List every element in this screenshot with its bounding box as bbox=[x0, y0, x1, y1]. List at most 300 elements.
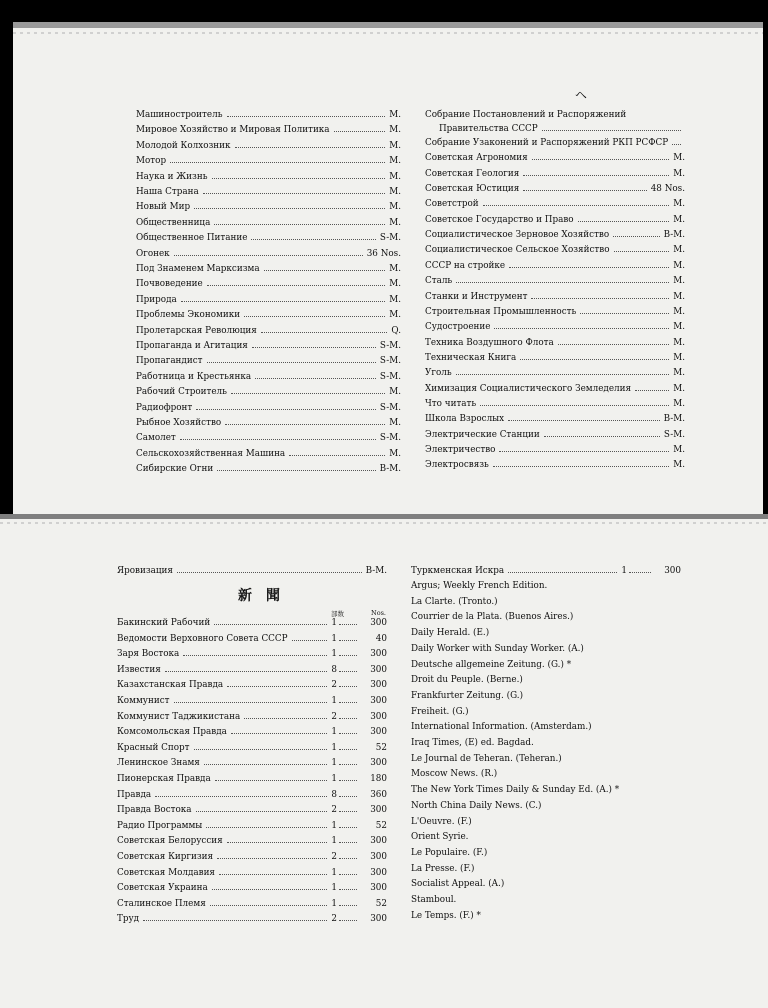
item-title: Courrier de la Plata. (Buenos Aires.) bbox=[411, 612, 574, 623]
list-item bbox=[117, 677, 387, 691]
item-code: B-M. bbox=[365, 566, 387, 576]
item-title: Советская Белоруссия bbox=[117, 836, 223, 847]
list-item bbox=[425, 227, 685, 241]
leader-dots bbox=[180, 430, 376, 440]
item-copies: 2 bbox=[331, 680, 337, 691]
item-code: M. bbox=[389, 156, 401, 167]
list-item bbox=[411, 595, 681, 609]
list-item bbox=[411, 705, 681, 719]
leader-dots bbox=[231, 384, 385, 394]
item-title: Мотор bbox=[136, 156, 167, 167]
item-title: Работница и Крестьянка bbox=[136, 371, 252, 382]
item-title: Красный Спорт bbox=[117, 742, 190, 753]
leader-dots bbox=[174, 246, 363, 256]
item-nos: 180 bbox=[370, 774, 387, 784]
item-title: Заря Востока bbox=[117, 649, 180, 660]
list-item bbox=[411, 610, 681, 624]
item-copies: 1 bbox=[331, 758, 337, 769]
leader-dots bbox=[155, 787, 327, 797]
item-title: Общественница bbox=[136, 217, 211, 228]
list-item bbox=[425, 457, 685, 471]
item-code: M. bbox=[673, 168, 685, 179]
item-title: La Clarte. (Tronto.) bbox=[411, 596, 498, 607]
list-item bbox=[411, 830, 681, 844]
list-item bbox=[117, 615, 387, 629]
list-item bbox=[411, 563, 681, 577]
list-item bbox=[425, 196, 685, 210]
leader-dots bbox=[235, 138, 386, 148]
list-item bbox=[136, 215, 401, 229]
item-title: Социалистическое Сельское Хозяйство bbox=[425, 245, 610, 256]
item-copies: 2 bbox=[331, 711, 337, 722]
list-item bbox=[117, 771, 387, 785]
leader-dots bbox=[339, 911, 357, 921]
item-title: Droit du Peuple. (Berne.) bbox=[411, 675, 523, 686]
item-code: M. bbox=[673, 398, 685, 409]
item-title: Frankfurter Zeitung. (G.) bbox=[411, 690, 524, 701]
list-item bbox=[117, 724, 387, 738]
item-copies: 8 bbox=[331, 664, 337, 675]
item-copies: 1 bbox=[331, 883, 337, 894]
item-title: Собрание Постановлений и Распоряжений bbox=[425, 110, 627, 120]
leader-dots bbox=[509, 258, 669, 268]
leader-dots bbox=[523, 166, 669, 176]
list-item bbox=[117, 631, 387, 645]
list-item bbox=[411, 877, 681, 891]
leader-dots bbox=[255, 369, 376, 379]
item-copies: 1 bbox=[331, 633, 337, 644]
leader-dots bbox=[227, 107, 386, 117]
item-code: M. bbox=[389, 418, 401, 428]
upper-page bbox=[13, 22, 763, 520]
column-header-copies: 部数 bbox=[331, 610, 344, 618]
item-title: Сталь bbox=[425, 276, 453, 287]
leader-dots bbox=[210, 896, 328, 906]
leader-dots bbox=[215, 771, 328, 781]
item-copies: 1 bbox=[331, 742, 337, 753]
list-item bbox=[117, 865, 387, 879]
item-title: Советская Геология bbox=[425, 168, 520, 179]
list-item bbox=[136, 276, 401, 290]
item-code: M. bbox=[673, 445, 685, 455]
list-item bbox=[136, 107, 401, 121]
item-title: Stamboul. bbox=[411, 895, 457, 905]
item-title: Социалистическое Зерновое Хозяйство bbox=[425, 230, 610, 241]
list-item bbox=[425, 166, 685, 180]
list-item bbox=[425, 135, 685, 149]
list-item bbox=[136, 430, 401, 444]
list-item bbox=[136, 261, 401, 275]
item-nos: 300 bbox=[370, 852, 387, 862]
leader-dots bbox=[217, 461, 375, 471]
item-title: Пионерская Правда bbox=[117, 774, 211, 784]
leader-dots bbox=[339, 724, 357, 734]
item-title: Судостроение bbox=[425, 322, 491, 333]
item-title: Наша Страна bbox=[136, 187, 199, 197]
item-code: M. bbox=[673, 291, 685, 302]
lower-page bbox=[0, 514, 768, 1008]
item-code: M. bbox=[673, 306, 685, 317]
item-copies: 2 bbox=[331, 805, 337, 816]
leader-dots bbox=[251, 230, 375, 240]
item-nos: 300 bbox=[370, 727, 387, 738]
list-item bbox=[136, 138, 401, 152]
page-mark: ヘ bbox=[575, 88, 588, 102]
list-item bbox=[425, 181, 685, 195]
item-copies: 1 bbox=[331, 649, 337, 660]
list-item bbox=[411, 846, 681, 860]
leader-dots bbox=[580, 304, 669, 314]
list-item bbox=[425, 350, 685, 364]
item-title: Радио Программы bbox=[117, 820, 203, 831]
list-item bbox=[136, 400, 401, 414]
item-title: Коммунист Таджикистана bbox=[117, 711, 241, 722]
item-title: Труд bbox=[117, 914, 140, 925]
list-item bbox=[136, 199, 401, 213]
item-title: Машиностроитель bbox=[136, 110, 223, 120]
leader-dots bbox=[635, 381, 669, 391]
item-nos: 300 bbox=[370, 805, 387, 816]
leader-dots bbox=[339, 740, 357, 750]
list-item bbox=[411, 862, 681, 876]
item-title: Химизация Социалистического Земледелия bbox=[425, 383, 632, 394]
item-title: Казахстанская Правда bbox=[117, 680, 224, 691]
list-item bbox=[425, 258, 685, 272]
item-title: Пропагандист bbox=[136, 356, 203, 367]
item-code: S-M. bbox=[379, 341, 401, 351]
item-title: Уголь bbox=[425, 368, 452, 379]
list-item bbox=[411, 815, 681, 829]
item-title: Электричество bbox=[425, 445, 496, 455]
item-title: Известия bbox=[117, 664, 161, 675]
leader-dots bbox=[614, 242, 670, 252]
item-title: L'Oeuvre. (F.) bbox=[411, 816, 472, 827]
list-item bbox=[411, 767, 681, 781]
leader-dots bbox=[334, 122, 386, 132]
item-code: S-M. bbox=[379, 433, 401, 444]
item-title: Природа bbox=[136, 294, 177, 305]
list-item bbox=[411, 736, 681, 750]
item-title: Советская Молдавия bbox=[117, 867, 215, 878]
item-title: Самолет bbox=[136, 433, 176, 444]
item-title: Огонек bbox=[136, 248, 170, 259]
leader-dots bbox=[339, 833, 357, 843]
list-item bbox=[425, 365, 685, 379]
item-nos: 360 bbox=[370, 789, 387, 800]
item-title: Мировое Хозяйство и Мировая Политика bbox=[136, 125, 330, 136]
leader-dots bbox=[499, 442, 669, 452]
list-item bbox=[117, 709, 387, 723]
item-title: Яровизация bbox=[117, 566, 173, 576]
list-item bbox=[425, 108, 685, 122]
leader-dots bbox=[339, 615, 357, 625]
leader-dots bbox=[339, 896, 357, 906]
item-copies: 2 bbox=[331, 852, 337, 862]
leader-dots bbox=[204, 755, 328, 765]
leader-dots bbox=[231, 724, 328, 734]
list-item bbox=[411, 752, 681, 766]
leader-dots bbox=[339, 693, 357, 703]
list-item bbox=[411, 799, 681, 813]
leader-dots bbox=[244, 709, 327, 719]
leader-dots bbox=[165, 662, 328, 672]
item-copies: 1 bbox=[621, 566, 627, 576]
item-code: M. bbox=[389, 125, 401, 136]
leader-dots bbox=[339, 787, 357, 797]
leader-dots bbox=[456, 365, 670, 375]
item-title: Новый Мир bbox=[136, 202, 191, 213]
item-code: M. bbox=[673, 352, 685, 363]
leader-dots bbox=[672, 135, 681, 145]
list-item bbox=[425, 411, 685, 425]
leader-dots bbox=[523, 181, 646, 191]
item-title: Le Temps. (F.) * bbox=[411, 910, 481, 921]
item-title: Рабочий Строитель bbox=[136, 387, 227, 398]
list-item bbox=[117, 563, 387, 577]
list-item bbox=[425, 381, 685, 395]
leader-dots bbox=[214, 215, 385, 225]
leader-dots bbox=[339, 818, 357, 828]
list-item bbox=[425, 150, 685, 164]
leader-dots bbox=[456, 273, 669, 283]
item-title: Радиофронт bbox=[136, 402, 193, 413]
item-title: Почвоведение bbox=[136, 279, 203, 290]
item-title: Ленинское Знамя bbox=[117, 758, 200, 769]
item-title: Туркменская Искра bbox=[411, 566, 505, 576]
item-nos: 300 bbox=[370, 680, 387, 691]
leader-dots bbox=[225, 415, 385, 425]
item-title: Правда bbox=[117, 789, 152, 800]
leader-dots bbox=[196, 802, 328, 812]
item-title: Советская Киргизия bbox=[117, 852, 214, 862]
item-copies: 1 bbox=[331, 867, 337, 878]
list-item bbox=[117, 646, 387, 660]
list-item bbox=[117, 849, 387, 863]
item-nos: 300 bbox=[370, 867, 387, 878]
leader-dots bbox=[206, 818, 327, 828]
item-code: M. bbox=[389, 187, 401, 197]
item-title: Socialist Appeal. (A.) bbox=[411, 879, 505, 890]
item-code: M. bbox=[389, 110, 401, 120]
item-nos: 300 bbox=[370, 618, 387, 628]
item-nos: 300 bbox=[664, 566, 681, 576]
item-title: Молодой Колхозник bbox=[136, 140, 231, 151]
list-item bbox=[136, 323, 401, 337]
item-title: La Presse. (F.) bbox=[411, 863, 475, 874]
leader-dots bbox=[508, 563, 617, 573]
item-copies: 1 bbox=[331, 696, 337, 706]
item-title: СССР на стройке bbox=[425, 260, 506, 271]
item-code: M. bbox=[673, 276, 685, 287]
list-item bbox=[425, 242, 685, 256]
section-heading: 新聞 bbox=[238, 588, 294, 604]
item-code: M. bbox=[389, 202, 401, 213]
leader-dots bbox=[174, 693, 328, 703]
leader-dots bbox=[613, 227, 659, 237]
item-code: M. bbox=[389, 279, 401, 290]
item-code: B-M. bbox=[663, 414, 685, 425]
item-code: S-M. bbox=[379, 356, 401, 367]
list-item bbox=[425, 335, 685, 349]
item-code: M. bbox=[673, 322, 685, 333]
item-title: Daily Herald. (E.) bbox=[411, 628, 490, 639]
leader-dots bbox=[212, 169, 386, 179]
list-item bbox=[136, 230, 401, 244]
item-title: Станки и Инструмент bbox=[425, 291, 528, 302]
leader-dots bbox=[227, 677, 327, 687]
item-title: Строительная Промышленность bbox=[425, 306, 577, 317]
item-nos: 300 bbox=[370, 914, 387, 925]
list-item bbox=[136, 153, 401, 167]
item-title: International Information. (Amsterdam.) bbox=[411, 722, 592, 733]
item-title: Ведомости Верховного Совета СССР bbox=[117, 633, 288, 644]
list-item bbox=[117, 802, 387, 816]
item-title: Freiheit. (G.) bbox=[411, 706, 469, 717]
leader-dots bbox=[194, 740, 328, 750]
item-code: M. bbox=[389, 217, 401, 228]
leader-dots bbox=[558, 335, 669, 345]
item-code: S-M. bbox=[379, 402, 401, 413]
item-code: M. bbox=[673, 260, 685, 271]
leader-dots bbox=[264, 261, 386, 271]
leader-dots bbox=[578, 212, 670, 222]
leader-dots bbox=[207, 353, 376, 363]
list-item bbox=[136, 369, 401, 383]
item-title: Советстрой bbox=[425, 199, 479, 210]
item-title: Сельскохозяйственная Машина bbox=[136, 448, 286, 459]
leader-dots bbox=[196, 400, 376, 410]
item-title: Orient Syrie. bbox=[411, 832, 469, 843]
item-title: Что читать bbox=[425, 398, 477, 409]
list-item bbox=[411, 689, 681, 703]
item-title: Собрание Узаконений и Распоряжений РКП РСФСР bbox=[425, 138, 669, 148]
item-copies: 2 bbox=[331, 914, 337, 925]
item-title: North China Daily News. (C.) bbox=[411, 800, 542, 811]
item-title: Электросвязь bbox=[425, 460, 489, 471]
leader-dots bbox=[339, 755, 357, 765]
item-nos: 52 bbox=[375, 742, 387, 753]
item-code: B-M. bbox=[663, 230, 685, 241]
list-item bbox=[411, 720, 681, 734]
list-item bbox=[425, 396, 685, 410]
item-title: Сибирские Огни bbox=[136, 464, 214, 475]
item-title: Советская Агрономия bbox=[425, 153, 528, 164]
leader-dots bbox=[212, 880, 328, 890]
leader-dots bbox=[183, 646, 327, 656]
item-code: M. bbox=[389, 387, 401, 398]
leader-dots bbox=[143, 911, 327, 921]
item-title: The New York Times Daily & Sunday Ed. (A.) * bbox=[411, 785, 620, 796]
leader-dots bbox=[292, 631, 328, 641]
leader-dots bbox=[217, 849, 327, 859]
list-item bbox=[117, 818, 387, 832]
list-item bbox=[136, 353, 401, 367]
item-code: S-M. bbox=[379, 371, 401, 382]
item-code: S-M. bbox=[379, 233, 401, 244]
list-item bbox=[117, 787, 387, 801]
item-code: S-M. bbox=[663, 429, 685, 440]
leader-dots bbox=[194, 199, 385, 209]
leader-dots bbox=[252, 338, 376, 348]
item-copies: 1 bbox=[331, 727, 337, 738]
item-copies: 8 bbox=[331, 789, 337, 800]
list-item bbox=[136, 246, 401, 260]
item-title: Техническая Книга bbox=[425, 352, 517, 363]
leader-dots bbox=[244, 307, 385, 317]
list-item bbox=[425, 273, 685, 287]
list-item bbox=[411, 579, 681, 593]
list-item bbox=[117, 693, 387, 707]
item-title: Советская Юстиция bbox=[425, 184, 520, 195]
leader-dots bbox=[261, 323, 388, 333]
item-title: Электрические Станции bbox=[425, 429, 540, 440]
list-item bbox=[411, 673, 681, 687]
leader-dots bbox=[339, 662, 357, 672]
leader-dots bbox=[508, 411, 659, 421]
item-copies: 1 bbox=[331, 618, 337, 628]
item-title: Argus; Weekly French Edition. bbox=[411, 581, 548, 591]
item-code: M. bbox=[673, 337, 685, 348]
list-item bbox=[411, 658, 681, 672]
item-code: M. bbox=[389, 310, 401, 321]
leader-dots bbox=[493, 457, 669, 467]
item-nos: 300 bbox=[370, 836, 387, 847]
item-title: Daily Worker with Sunday Worker. (A.) bbox=[411, 643, 584, 654]
item-nos: 300 bbox=[370, 664, 387, 675]
leader-dots bbox=[339, 646, 357, 656]
item-title: Коммунист bbox=[117, 696, 170, 706]
item-title: Комсомольская Правда bbox=[117, 727, 227, 738]
item-title: Deutsche allgemeine Zeitung. (G.) * bbox=[411, 659, 572, 670]
item-code: M. bbox=[389, 264, 401, 274]
leader-dots bbox=[170, 153, 385, 163]
list-item bbox=[136, 184, 401, 198]
item-title: Советское Государство и Право bbox=[425, 214, 574, 225]
item-code: Q. bbox=[391, 325, 401, 336]
item-nos: 52 bbox=[375, 820, 387, 831]
item-title: Техника Воздушного Флота bbox=[425, 337, 554, 348]
item-nos: 40 bbox=[375, 633, 387, 644]
list-item bbox=[117, 896, 387, 910]
leader-dots bbox=[219, 865, 327, 875]
leader-dots bbox=[339, 802, 357, 812]
item-title: Рыбное Хозяйство bbox=[136, 418, 222, 428]
item-nos: 300 bbox=[370, 883, 387, 894]
list-item bbox=[136, 384, 401, 398]
column-header-nos: Nos. bbox=[371, 609, 387, 617]
item-copies: 1 bbox=[331, 836, 337, 847]
item-nos: 300 bbox=[370, 696, 387, 706]
list-item bbox=[136, 446, 401, 460]
item-title: Бакинский Рабочий bbox=[117, 618, 211, 628]
leader-dots bbox=[480, 396, 669, 406]
list-item bbox=[411, 893, 681, 907]
item-nos: 52 bbox=[375, 898, 387, 909]
list-item bbox=[136, 307, 401, 321]
list-item bbox=[425, 304, 685, 318]
item-code: M. bbox=[389, 448, 401, 459]
list-item bbox=[136, 292, 401, 306]
list-item bbox=[425, 212, 685, 226]
list-item bbox=[136, 461, 401, 475]
item-code: M. bbox=[673, 245, 685, 256]
item-title: Правительства СССР bbox=[439, 124, 538, 134]
leader-dots bbox=[629, 563, 651, 573]
item-title: Правда Востока bbox=[117, 805, 192, 816]
item-title: Пролетарская Революция bbox=[136, 325, 257, 336]
leader-dots bbox=[542, 121, 681, 131]
list-item bbox=[425, 319, 685, 333]
